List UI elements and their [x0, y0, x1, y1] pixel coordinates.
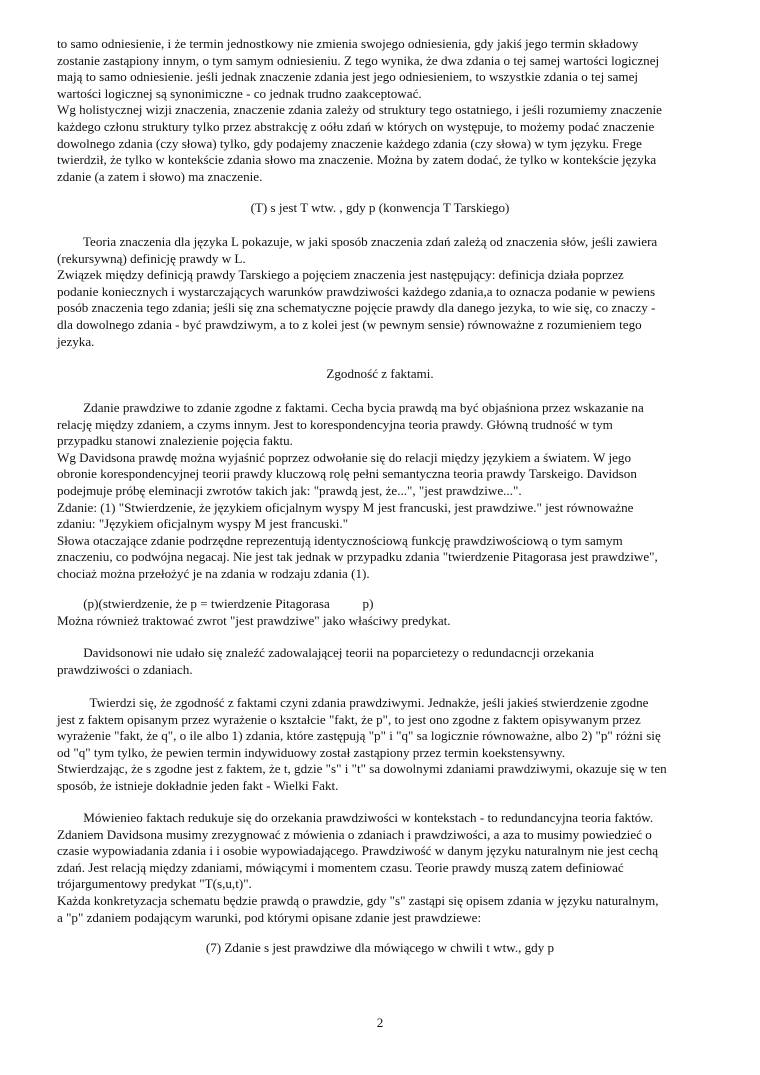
text-line: zostanie zastąpiony innym, o tym samym odniesieniu. Z tego wynika, że dwa zdania o tej samej wartości logicznej	[57, 52, 660, 68]
text-line: prawdziwości o zdaniach.	[57, 661, 193, 677]
page-number: 2	[376, 1015, 384, 1030]
text-line: Zdanie: (1) "Stwierdzenie, że językiem oficjalnym wyspy M jest francuski, jest prawdziwe." jest równoważne	[57, 499, 634, 515]
text-line: trójargumentowy predykat "T(s,u,t)".	[57, 876, 252, 892]
text-line: wyrażenie "fakt, że q", o ile albo 1) zdania, które zastępują "p" i "q" sa logicznie równoważne, albo 2) "p" różni się	[57, 728, 661, 744]
text-line: Wg Davidsona prawdę można wyjaśnić poprzez odwołanie się do relacji między językiem a światem. W jego	[57, 449, 631, 465]
text-line: znaczeniu, co podwójna negacaj. Nie jest tak jednak w przypadku zdania "twierdzenie Pitagorasa jest prawdziwe",	[57, 549, 658, 565]
text-line: podanie koniecznych i wystarczających warunków prawdziwości każdego zdania,a to oznacza podanie w pewiens	[57, 283, 656, 299]
text-line: mają to samo odniesienie. jeśli jednak znaczenie zdania jest jego odniesieniem, to wszystkie zdania o tej samej	[57, 69, 639, 85]
text-line: obronie korespondencyjnej teorii prawdy kluczową rolę pełni semantyczna teoria prawdy Tarskeigo. Davidson	[57, 466, 637, 482]
paragraph-meaning-reference	[57, 36, 717, 185]
text-line: (rekursywną) definicję prawdy w L.	[57, 250, 246, 266]
section-heading: Zgodność z faktami.	[326, 366, 434, 381]
text-line: wartości logicznej są synonimiczne - co jednak trudno zaakceptować.	[57, 85, 422, 101]
text-line: (p)(stwierdzenie, że p = twierdzenie Pitagorasa p)	[57, 596, 374, 611]
text-line: Każda konkretyzacja schematu będzie prawdą o prawdzie, gdy "s" zastąpi się opisem zdania w języku naturalnym,	[57, 892, 659, 908]
text-line: sposób, że istnieje dokładnie jeden fakt - Wielki Fakt.	[57, 777, 339, 793]
text-line: jest z faktem opisanym przez wyrażenie o kształcie "fakt, że p", to jest ono zgodne z faktem opisywanym przez	[57, 711, 641, 727]
text-line: Stwierdzając, że s zgodne jest z faktem, że t, gdzie "s" i "t" sa dowolnymi zdaniami prawdziwymi, okazuje się w ten	[57, 761, 667, 777]
paragraph-great-fact	[57, 695, 717, 795]
text-line: Teoria znaczenia dla języka L pokazuje, w jaki sposób znaczenia zdań zależą od znaczenia słów, jeśli zawiera	[57, 234, 658, 249]
text-line: dowolnego zdania (czy słowa) tylko, gdy podajemy znaczenie każdego zdania (czy słowa) w tym języku. Frege	[57, 135, 642, 151]
text-line: Mówienieo faktach redukuje się do orzekania prawdziwości w kontekstach - to redundancyjna teoria faktów.	[57, 810, 654, 825]
paragraph-truth-predicate	[57, 810, 717, 926]
text-line: czasie wypowiadania zdania i i osobie wypowiadającego. Prawdziwość w danym języku naturalnym nie jest cechą	[57, 843, 659, 859]
text-line: Zdanie prawdziwe to zdanie zgodne z faktami. Cecha bycia prawdą ma być objaśniona przez wskazanie na	[57, 400, 644, 415]
text-line: posób znaczenia tego zdania; jeśli się zna schematyczne pojęcie prawdy dla danego jezyka, to wie się, co znaczy -	[57, 300, 656, 316]
text-line: zdaniu: "Językiem oficjalnym wyspy M jest francuski."	[57, 516, 349, 532]
text-line: twierdził, że tylko w kontekście zdania słowo ma znaczenie. Można by zatem dodać, że tylko w kontekście języka	[57, 152, 657, 168]
formula-7: (7) Zdanie s jest prawdziwe dla mówiącego w chwili t wtw., gdy p	[205, 940, 555, 955]
text-line: chociaż można przełożyć je na zdania w rodzaju zdania (1).	[57, 565, 370, 581]
paragraph-theory-of-meaning	[57, 234, 717, 350]
text-line: dla dowolnego zdania - być prawdziwym, a to z kolei jest (w pewnym sensie) równoważne z rozumieniem tego	[57, 316, 642, 332]
text-line: przypadku stanowi znalezienie pojęcia faktu.	[57, 433, 293, 449]
text-line: Zdaniem Davidsona musimy zrezygnować z mówienia o zdaniach i prawdziwości, a aza to musimy powiedzieć o	[57, 826, 652, 842]
text-line: relację między zdaniem, a czyms innym. Jest to korespondencyjna teoria prawdy. Główną trudność w tym	[57, 416, 613, 432]
text-line: od "q" tym tylko, że pewien termin indywiduowy został zastąpiony przez termin koekstensywny.	[57, 744, 566, 760]
convention-t-formula: (T) s jest T wtw. , gdy p (konwencja T Tarskiego)	[250, 200, 510, 215]
text-line: Związek między definicją prawdy Tarskiego a pojęciem znaczenia jest następujący: definicja działa poprzez	[57, 267, 624, 283]
paragraph-pythagoras	[57, 596, 717, 629]
paragraph-correspondence	[57, 400, 717, 583]
text-line: Wg holistycznej wizji znaczenia, znaczenie zdania zależy od struktury tego ostatniego, i jeśli rozumiemy znaczenie	[57, 102, 662, 118]
text-line: podejmuje próbę eleminacji zwrotów takich jak: "prawdą jest, że...", "jest prawdziwe...".	[57, 482, 522, 498]
text-line: jezyka.	[57, 333, 95, 349]
text-line: Twierdzi się, że zgodność z faktami czyni zdania prawdziwymi. Jednakże, jeśli jakieś stwierdzenie zgodne	[57, 695, 649, 710]
text-line: Można również traktować zwrot "jest prawdziwe" jako właściwy predykat.	[57, 612, 451, 628]
text-line: każdego członu struktury tylko przez abstrakcję z oółu zdań w których on występuje, to możemy podać znaczenie	[57, 118, 655, 134]
text-line: zdanie (a zatem i słowo) ma znaczenie.	[57, 168, 263, 184]
text-line: Davidsonowi nie udało się znaleźć zadowalającej teorii na poparcietezy o redundacncji orzekania	[57, 645, 594, 660]
text-line: to samo odniesienie, i że termin jednostkowy nie zmienia swojego odniesienia, gdy jakiś jego termin składowy	[57, 36, 639, 51]
paragraph-redundancy	[57, 645, 717, 678]
text-line: Słowa otaczające zdanie podrzędne reprezentują identycznościową funkcję prawdziwościową o tym samym	[57, 532, 623, 548]
text-line: zdań. Jest relacją między zdaniami, mówiącymi i momentem czasu. Teorie prawdy muszą zatem definiować	[57, 859, 624, 875]
text-line: a "p" zdaniem podającym warunki, pod którymi opisane zdanie jest prawdziewe:	[57, 909, 482, 925]
